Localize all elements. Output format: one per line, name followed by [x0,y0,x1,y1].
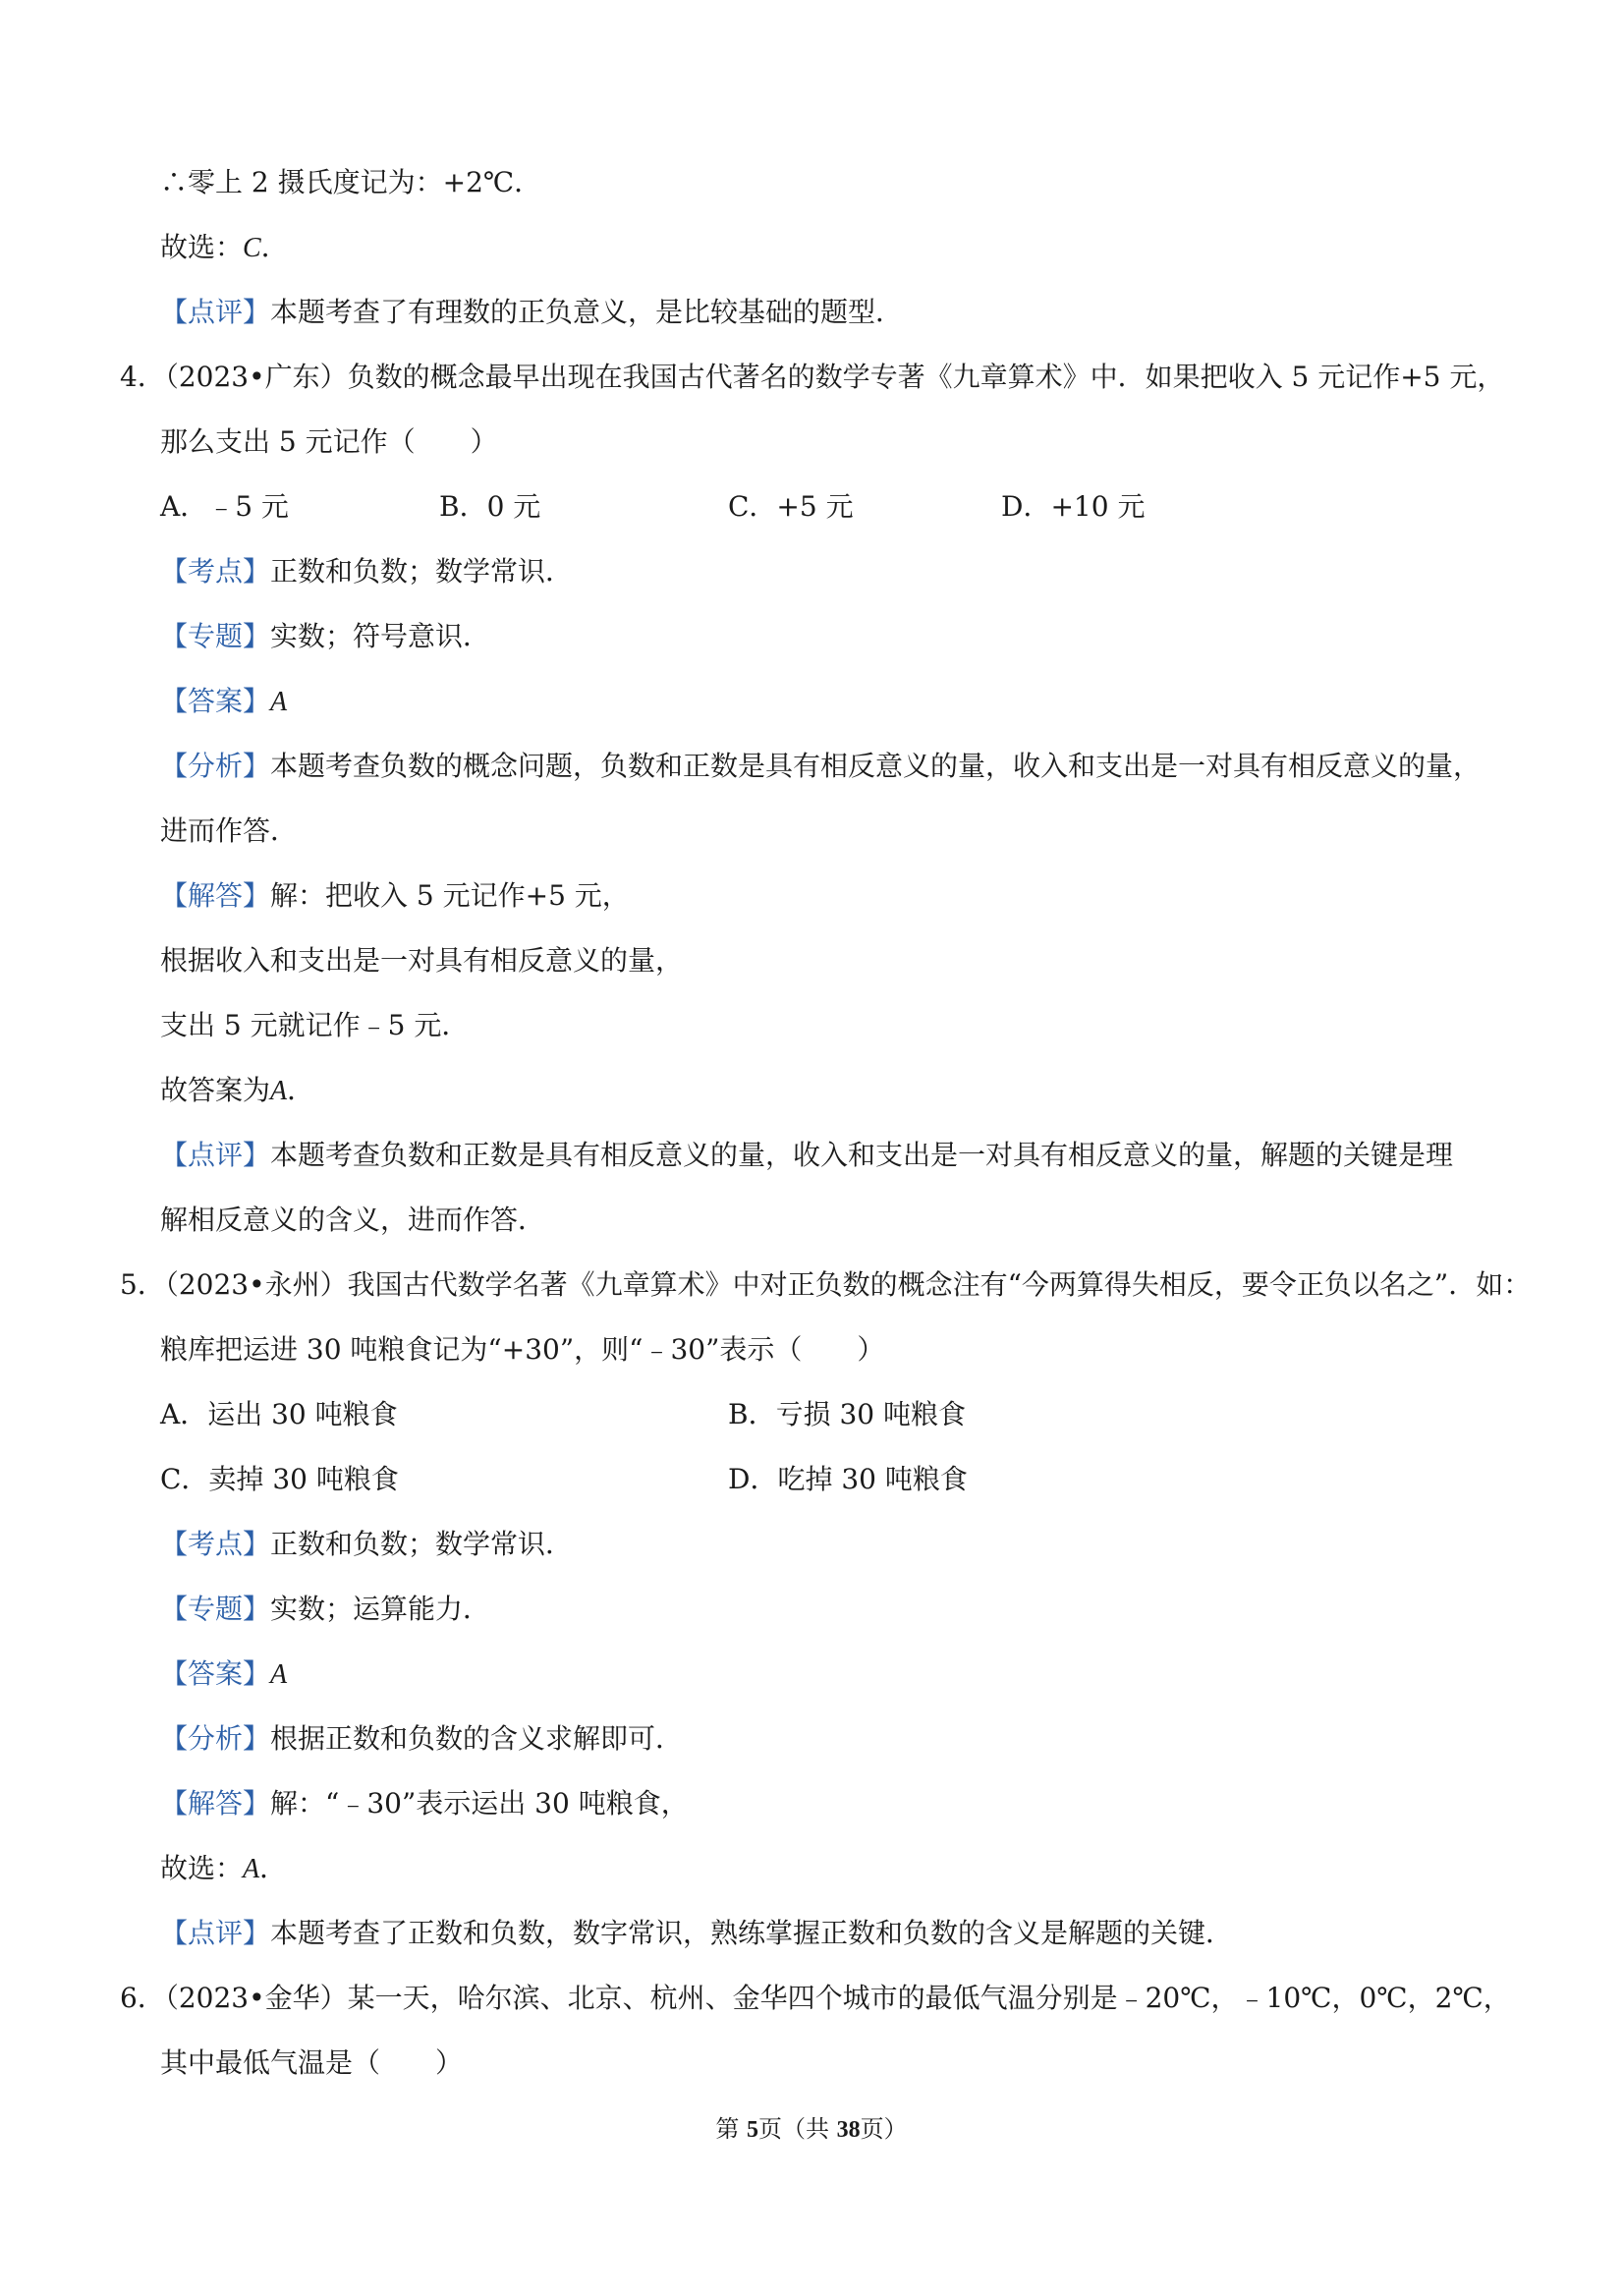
option-d: D．吃掉 30 吨粮食 [728,1463,968,1495]
option-c: C．卖掉 30 吨粮食 [160,1463,399,1495]
section-tag: 【点评】 [160,296,271,328]
text-line [160,1917,1233,1950]
text-line [160,685,287,718]
text: 正数和负数；数学常识． [270,1528,574,1560]
section-tag: 【考点】 [160,1528,271,1560]
text: 解：“﹣30”表示运出 30 吨粮食， [270,1787,689,1820]
text-line: 解相反意义的含义，进而作答． [160,1204,546,1236]
section-tag: 【专题】 [160,1593,271,1625]
option-c: C．+5 元 [728,490,854,523]
text: 故答案为 [160,1074,271,1106]
text-line [160,296,903,329]
question-stem: 4．（2023•广东）负数的概念最早出现在我国古代著名的数学专著《九章算术》中．如果把收入 5 元记作+5 元， [120,361,1505,393]
text-line: 支出 5 元就记作﹣5 元． [160,1009,470,1041]
text: ． [260,231,289,263]
text: 故选： [160,231,244,263]
text: 实数；符号意识． [270,620,491,652]
text-line [160,750,1481,783]
footer-text: 页（共 [758,2115,837,2143]
answer-letter: A [243,1854,260,1884]
text-line: 根据收入和支出是一对具有相反意义的量， [160,944,684,977]
text: ． [287,1074,315,1106]
page-total: 38 [836,2117,861,2143]
question-stem: 5．（2023•永州）我国古代数学名著《九章算术》中对正负数的概念注有“今两算得失相反，要令正负以名之”．如： [120,1268,1532,1301]
question-stem: 那么支出 5 元记作（ ） [160,425,498,458]
section-tag: 【点评】 [160,1917,271,1949]
text: 实数；运算能力． [270,1593,491,1625]
page-number: 5 [747,2117,758,2143]
option-a: A．运出 30 吨粮食 [160,1398,398,1430]
section-tag: 【点评】 [160,1139,271,1171]
text-line [160,1528,573,1561]
text: 正数和负数；数学常识． [270,555,574,588]
footer-text: 页） [860,2115,908,2143]
section-tag: 【解答】 [160,1787,271,1820]
text-line [160,231,289,264]
footer-text: 第 [715,2115,747,2143]
text-line [160,1787,689,1820]
option-b: B．0 元 [439,490,541,523]
text: 本题考查负数和正数是具有相反意义的量，收入和支出是一对具有相反意义的量，解题的关键是理 [270,1139,1454,1171]
text: 本题考查负数的概念问题，负数和正数是具有相反意义的量，收入和支出是一对具有相反意义的量， [270,750,1482,782]
text-line [160,1852,287,1885]
answer-letter: A [270,1076,288,1106]
text-line [160,1139,1453,1172]
text-line [160,1657,287,1691]
text-line [160,555,573,588]
text: 根据正数和负数的含义求解即可． [270,1722,684,1755]
text-line [160,879,630,913]
section-tag: 【解答】 [160,879,271,912]
answer-letter: A [270,1659,288,1690]
text-line [160,1722,683,1756]
question-stem: 其中最低气温是（ ） [160,2046,464,2079]
answer-letter: A [270,687,288,717]
section-tag: 【答案】 [160,1657,271,1690]
text-line [160,620,490,653]
text: ． [259,1852,288,1884]
answer-letter: C [243,233,261,263]
text: 故选： [160,1852,244,1884]
text: 本题考查了正数和负数，数字常识，熟练掌握正数和负数的含义是解题的关键． [270,1917,1234,1949]
section-tag: 【分析】 [160,750,271,782]
section-tag: 【分析】 [160,1722,271,1755]
section-tag: 【答案】 [160,685,271,717]
section-tag: 【专题】 [160,620,271,652]
text-line: ∴零上 2 摄氏度记为：+2℃． [160,166,542,198]
option-a: A．﹣5 元 [160,490,289,523]
text-line: 进而作答． [160,814,299,847]
section-tag: 【考点】 [160,555,271,588]
question-stem: 6．（2023•金华）某一天，哈尔滨、北京、杭州、金华四个城市的最低气温分别是﹣20℃，﹣10℃，0℃，2℃， [120,1982,1511,2014]
option-d: D．+10 元 [1001,490,1146,523]
page-footer [0,2114,1623,2145]
question-stem: 粮库把运进 30 吨粮食记为“+30”，则“﹣30”表示（ ） [160,1333,885,1366]
option-b: B．亏损 30 吨粮食 [728,1398,967,1430]
text: 解：把收入 5 元记作+5 元， [270,879,630,912]
text: 本题考查了有理数的正负意义，是比较基础的题型． [270,296,904,328]
text-line [160,1074,314,1107]
text-line [160,1593,490,1626]
